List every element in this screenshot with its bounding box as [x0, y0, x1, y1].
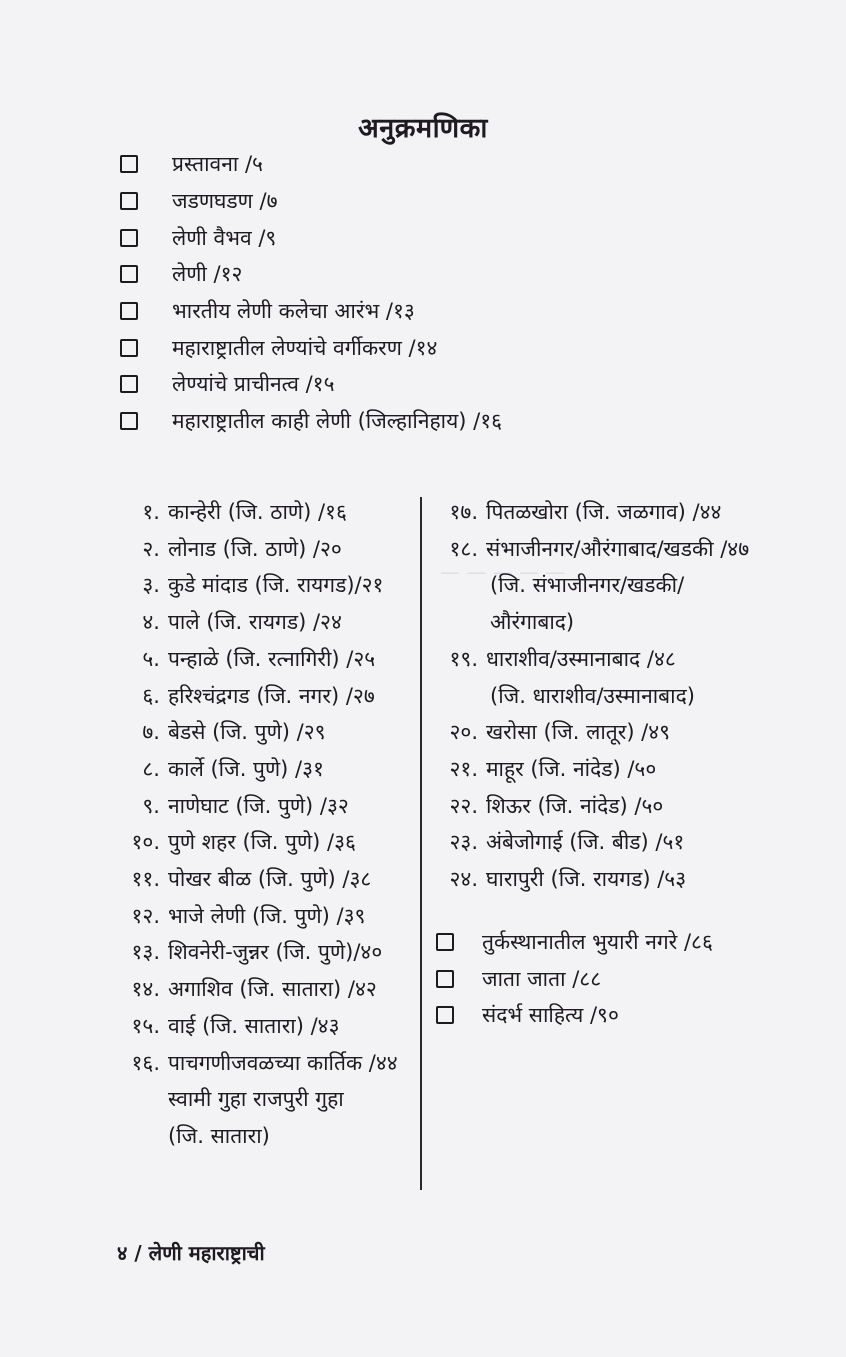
- entry-title: नाणेघाट (जि. पुणे) /३२: [168, 793, 349, 818]
- contents-item: [120, 183, 502, 220]
- contents-item: [432, 960, 832, 997]
- entry-title: पन्हाळे (जि. रत्नागिरी) /२५: [168, 646, 376, 671]
- contents-item: [120, 219, 502, 256]
- contents-entry: [118, 824, 418, 861]
- entry-title: अगाशिव (जि. सातारा) /४२: [168, 977, 377, 1002]
- entry-number: २३.: [449, 830, 478, 855]
- entry-title: शिऊर (जि. नांदेड) /५०: [486, 793, 664, 818]
- checkbox-square-icon: [120, 265, 138, 283]
- entry-continuation: (जि. सातारा): [168, 1123, 270, 1148]
- contents-item-label: तुर्कस्थानातील भुयारी नगरे /८६: [482, 930, 713, 955]
- entry-title: हरिश्चंद्रगड (जि. नगर) /२७: [168, 683, 375, 708]
- entry-title: माहूर (जि. नांदेड) /५०: [486, 756, 657, 781]
- entry-number: ७.: [142, 720, 160, 745]
- entry-continuation: (जि. संभाजीनगर/खडकी/: [490, 573, 685, 598]
- entry-number: ६.: [142, 683, 160, 708]
- entry-number: २२.: [449, 793, 478, 818]
- checkbox-square-icon: [120, 155, 138, 173]
- contents-entry: [432, 824, 832, 861]
- entry-title: कुडे मांदाड (जि. रायगड)/२१: [168, 573, 384, 598]
- contents-item: [432, 997, 832, 1034]
- entry-title: खरोसा (जि. लातूर) /४९: [486, 720, 671, 745]
- contents-entry: [118, 861, 418, 898]
- entry-title: पाचगणीजवळच्या कार्तिक /४४: [168, 1050, 398, 1075]
- contents-entry: [432, 788, 832, 825]
- entry-title: पाले (जि. रायगड) /२४: [168, 610, 342, 635]
- contents-item-label: जडणघडण /७: [172, 189, 278, 214]
- contents-entry: [118, 934, 418, 971]
- entry-number: २४.: [449, 867, 478, 892]
- contents-entry: [118, 567, 418, 604]
- entry-number: १९.: [449, 646, 478, 671]
- entry-continuation: स्वामी गुहा राजपुरी गुहा: [168, 1087, 344, 1112]
- entry-number: ५.: [142, 646, 160, 671]
- entry-title: भाजे लेणी (जि. पुणे) /३९: [168, 903, 366, 928]
- entry-title: घारापुरी (जि. रायगड) /५३: [486, 867, 687, 892]
- entry-title: पोखर बीळ (जि. पुणे) /३८: [168, 867, 372, 892]
- contents-entry: [118, 1008, 418, 1045]
- contents-item-label: महाराष्ट्रातील लेण्यांचे वर्गीकरण /१४: [172, 335, 438, 360]
- column-divider: [420, 497, 422, 1190]
- contents-entry: [432, 714, 832, 751]
- entry-title: पितळखोरा (जि. जळगाव) /४४: [486, 500, 722, 524]
- page-title: अनुक्रमणिका: [358, 113, 488, 144]
- entry-title: शिवनेरी-जुन्नर (जि. पुणे)/४०: [168, 940, 383, 965]
- entry-number: १०.: [131, 830, 160, 855]
- entry-number: २१.: [449, 756, 478, 781]
- entry-title: संभाजीनगर/औरंगाबाद/खडकी /४७: [486, 536, 750, 561]
- bleed-through-text: — — — — —: [440, 560, 566, 584]
- checkbox-square-icon: [436, 1006, 454, 1024]
- contents-entry: [432, 494, 832, 531]
- contents-entry: [118, 788, 418, 825]
- contents-item: [120, 403, 502, 440]
- contents-entry: [118, 604, 418, 641]
- entry-number: ९.: [142, 793, 160, 818]
- contents-entry: [118, 494, 418, 531]
- contents-left-column: [118, 494, 418, 1155]
- contents-entry: [432, 641, 832, 714]
- entry-number: १६.: [131, 1050, 160, 1075]
- contents-entry: [118, 678, 418, 715]
- entry-number: १५.: [131, 1013, 160, 1038]
- contents-item-label: लेणी /१२: [172, 262, 243, 287]
- entry-continuation: औरंगाबाद): [490, 610, 575, 635]
- entry-number: २०.: [449, 720, 478, 745]
- contents-entry: [432, 751, 832, 788]
- entry-number: ८.: [142, 756, 160, 781]
- entry-number: ३.: [142, 573, 160, 598]
- checkbox-square-icon: [120, 192, 138, 210]
- contents-entry: [432, 861, 832, 898]
- checkbox-square-icon: [120, 229, 138, 247]
- contents-right-column: [432, 494, 832, 1034]
- contents-entry: [118, 714, 418, 751]
- checkbox-square-icon: [120, 412, 138, 430]
- contents-item: [120, 146, 502, 183]
- contents-item-label: भारतीय लेणी कलेचा आरंभ /१३: [172, 299, 415, 324]
- entry-title: कान्हेरी (जि. ठाणे) /१६: [168, 500, 347, 524]
- entry-number: १३.: [131, 940, 160, 965]
- contents-item: [432, 924, 832, 961]
- checkbox-square-icon: [120, 302, 138, 320]
- entry-title: वाई (जि. सातारा) /४३: [168, 1013, 340, 1038]
- entry-title: अंबेजोगाई (जि. बीड) /५१: [486, 830, 685, 855]
- page-footer: ४ / लेणी महाराष्ट्राची: [117, 1241, 265, 1265]
- contents-entry: [118, 1045, 418, 1155]
- contents-entry: [118, 971, 418, 1008]
- contents-item: [120, 293, 502, 330]
- contents-entry: [118, 531, 418, 568]
- contents-item-label: जाता जाता /८८: [482, 966, 602, 991]
- entry-continuation: (जि. धाराशीव/उस्मानाबाद): [490, 683, 695, 708]
- checkbox-square-icon: [436, 933, 454, 951]
- contents-item-label: लेणी वैभव /९: [172, 225, 277, 250]
- entry-title: पुणे शहर (जि. पुणे) /३६: [168, 830, 356, 855]
- contents-entry: [118, 641, 418, 678]
- contents-item: [120, 366, 502, 403]
- entry-title: बेडसे (जि. पुणे) /२९: [168, 720, 326, 745]
- contents-item: [120, 329, 502, 366]
- entry-number: ४.: [142, 610, 160, 635]
- entry-number: १२.: [131, 903, 160, 928]
- contents-entry: [118, 751, 418, 788]
- entry-title: लोनाड (जि. ठाणे) /२०: [168, 536, 342, 561]
- entry-number: ११.: [131, 867, 160, 892]
- entry-number: १८.: [449, 536, 478, 561]
- entry-number: १४.: [131, 977, 160, 1002]
- entry-number: १७.: [449, 500, 478, 524]
- contents-entry: [118, 898, 418, 935]
- contents-item-label: संदर्भ साहित्य /९०: [482, 1003, 619, 1028]
- checkbox-square-icon: [436, 970, 454, 988]
- contents-bullet-list: [120, 146, 502, 440]
- entry-title: कार्ले (जि. पुणे) /३१: [168, 756, 324, 781]
- entry-title: धाराशीव/उस्मानाबाद /४८: [486, 646, 676, 671]
- contents-entry: [432, 531, 832, 641]
- contents-item-label: महाराष्ट्रातील काही लेणी (जिल्हानिहाय) /१६: [172, 409, 503, 434]
- entry-number: १.: [142, 500, 160, 524]
- entry-number: २.: [142, 536, 160, 561]
- contents-item-label: प्रस्तावना /५: [172, 152, 263, 177]
- contents-item: [120, 256, 502, 293]
- checkbox-square-icon: [120, 339, 138, 357]
- contents-item-label: लेण्यांचे प्राचीनत्व /१५: [172, 372, 335, 397]
- checkbox-square-icon: [120, 375, 138, 393]
